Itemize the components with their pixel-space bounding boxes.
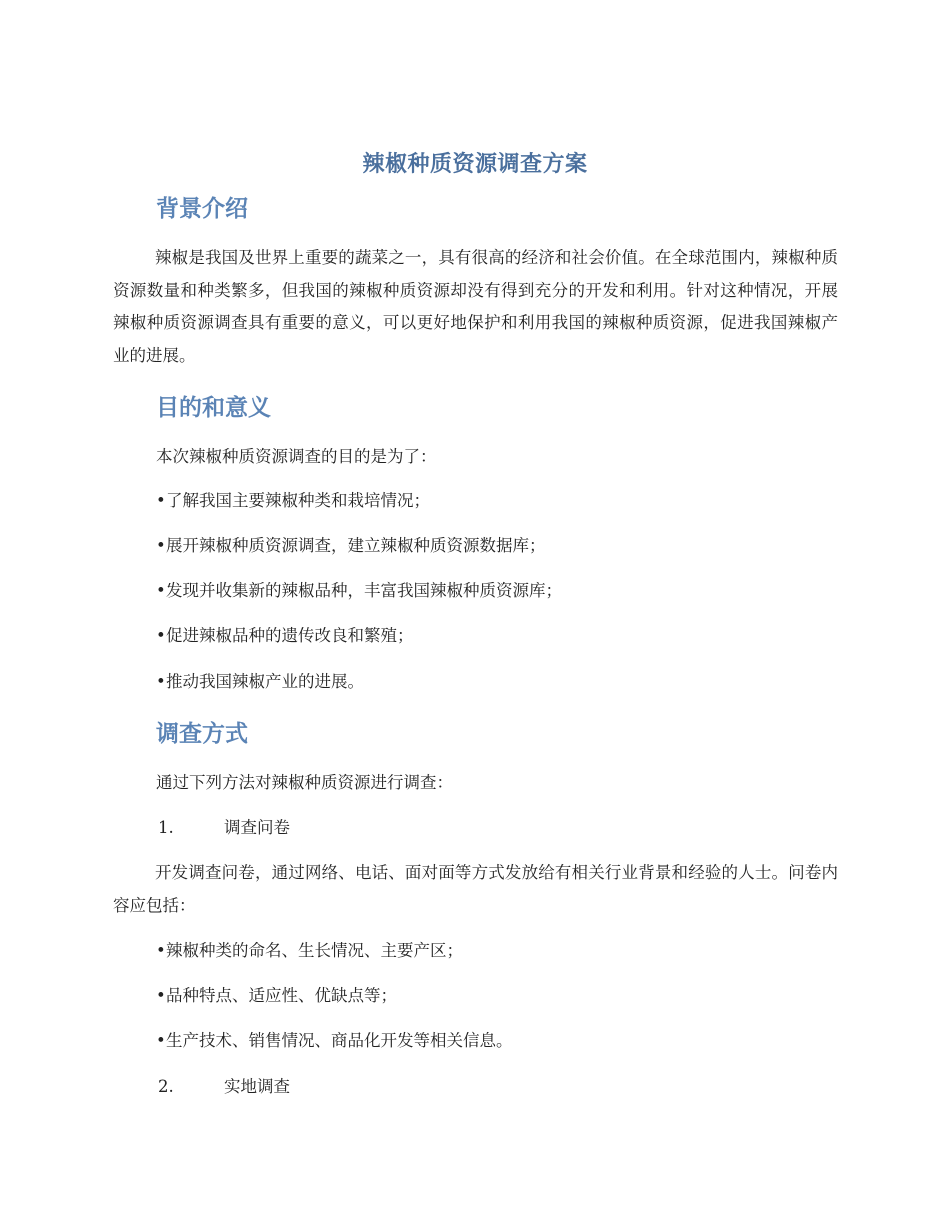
item-number: 1. <box>158 818 174 837</box>
list-item <box>156 580 562 602</box>
bullet-icon: • <box>156 491 166 510</box>
list-item <box>156 490 430 512</box>
section-heading-methods: 调查方式 <box>156 721 248 747</box>
list-item-text: 促进辣椒品种的遗传改良和繁殖； <box>166 626 414 645</box>
bullet-icon: • <box>156 941 166 960</box>
questionnaire-paragraph: 开发调查问卷，通过网络、电话、面对面等方式发放给有相关行业背景和经验的人士。问卷内容应包括： <box>113 863 838 915</box>
list-item-text: 推动我国辣椒产业的进展。 <box>166 672 364 691</box>
list-item-text: 发现并收集新的辣椒品种，丰富我国辣椒种质资源库； <box>166 581 562 600</box>
bullet-icon: • <box>156 581 166 600</box>
bullet-icon: • <box>156 626 166 645</box>
item-label: 实地调查 <box>224 1077 290 1096</box>
list-item <box>156 535 546 557</box>
list-item <box>156 940 463 962</box>
list-item-text: 生产技术、销售情况、商品化开发等相关信息。 <box>166 1031 513 1050</box>
purpose-intro: 本次辣椒种质资源调查的目的是为了： <box>156 447 437 466</box>
item-label: 调查问卷 <box>224 818 290 837</box>
methods-intro: 通过下列方法对辣椒种质资源进行调查： <box>156 773 453 792</box>
numbered-item-questionnaire <box>158 817 290 839</box>
bullet-icon: • <box>156 536 166 555</box>
document-title: 辣椒种质资源调查方案 <box>362 152 588 177</box>
list-item-text: 品种特点、适应性、优缺点等； <box>166 986 397 1005</box>
list-item <box>156 671 364 693</box>
bullet-icon: • <box>156 672 166 691</box>
numbered-item-field-survey <box>158 1076 290 1098</box>
section-heading-background: 背景介绍 <box>156 196 248 222</box>
list-item-text: 展开辣椒种质资源调查，建立辣椒种质资源数据库； <box>166 536 546 555</box>
bullet-icon: • <box>156 1031 166 1050</box>
list-item-text: 辣椒种类的命名、生长情况、主要产区； <box>166 941 463 960</box>
item-number: 2. <box>158 1077 174 1096</box>
list-item-text: 了解我国主要辣椒种类和栽培情况； <box>166 491 430 510</box>
list-item <box>156 1030 513 1052</box>
background-paragraph: 辣椒是我国及世界上重要的蔬菜之一，具有很高的经济和社会价值。在全球范围内，辣椒种质资源数量和种类繁多，但我国的辣椒种质资源却没有得到充分的开发和利用。针对这种情况，开展辣椒种质资源调查具有重要的意义，可以更好地保护和利用我国的辣椒种质资源，促进我国辣椒产业的进展。 <box>113 248 838 365</box>
list-item <box>156 985 397 1007</box>
list-item <box>156 625 414 647</box>
section-heading-purpose: 目的和意义 <box>156 395 271 421</box>
bullet-icon: • <box>156 986 166 1005</box>
